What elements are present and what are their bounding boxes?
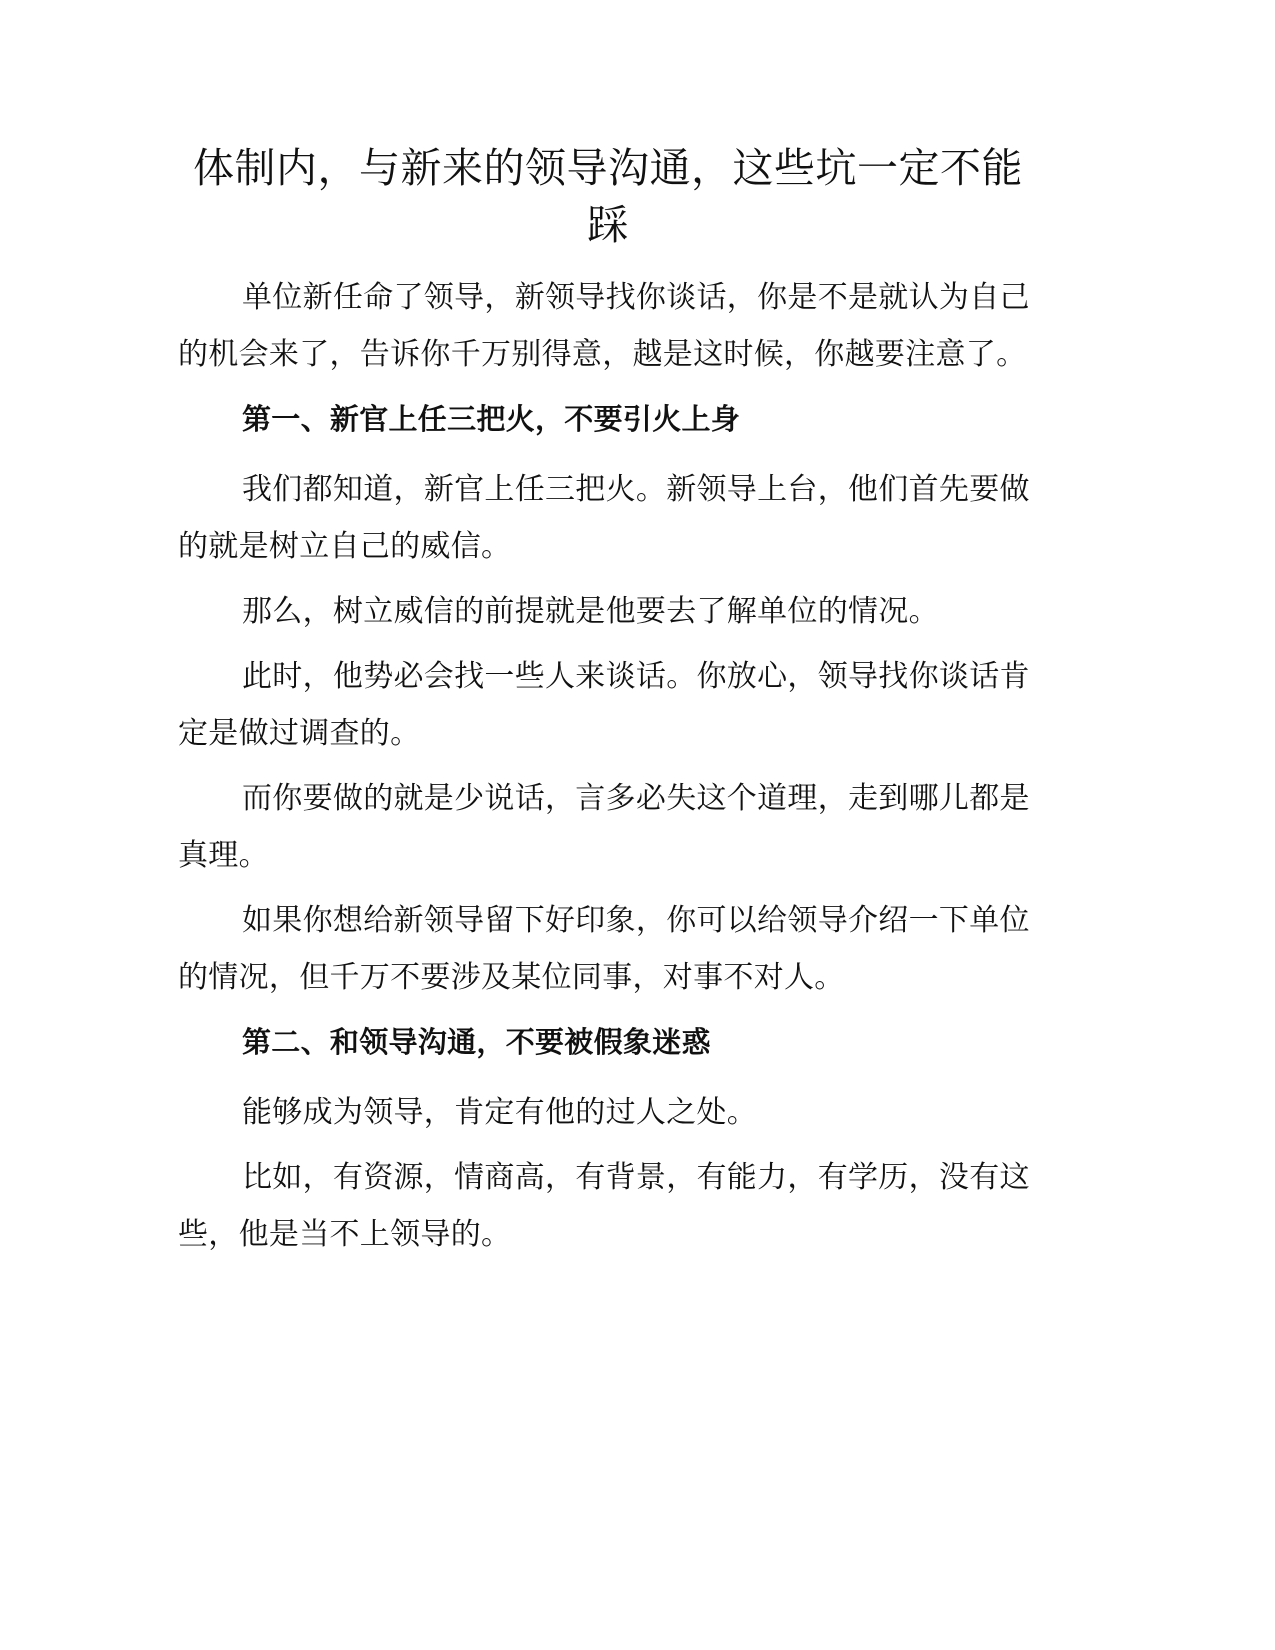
section-heading: 第二、和领导沟通，不要被假象迷惑 [242,1025,711,1059]
body-paragraph: 我们都知道，新官上任三把火。新领导上台，他们首先要做的就是树立自己的威信。 [178,472,1030,564]
body-paragraph: 单位新任命了领导，新领导找你谈话，你是不是就认为自己的机会来了，告诉你千万别得意，越是这时候，你越要注意了。 [178,280,1030,372]
section-heading: 第一、新官上任三把火，不要引火上身 [242,402,741,436]
body-paragraph: 如果你想给新领导留下好印象，你可以给领导介绍一下单位的情况，但千万不要涉及某位同事，对事不对人。 [178,903,1030,995]
document-title: 体制内，与新来的领导沟通，这些坑一定不能踩 [193,144,1023,249]
body-paragraph: 此时，他势必会找一些人来谈话。你放心，领导找你谈话肯定是做过调查的。 [178,659,1030,751]
body-paragraph: 那么，树立威信的前提就是他要去了解单位的情况。 [242,594,939,629]
body-paragraph: 能够成为领导，肯定有他的过人之处。 [242,1095,758,1130]
body-paragraph: 比如，有资源，情商高，有背景，有能力，有学历，没有这些，他是当不上领导的。 [178,1160,1030,1252]
document-page [178,140,1038,1271]
body-paragraph: 而你要做的就是少说话，言多必失这个道理，走到哪儿都是真理。 [178,781,1030,873]
